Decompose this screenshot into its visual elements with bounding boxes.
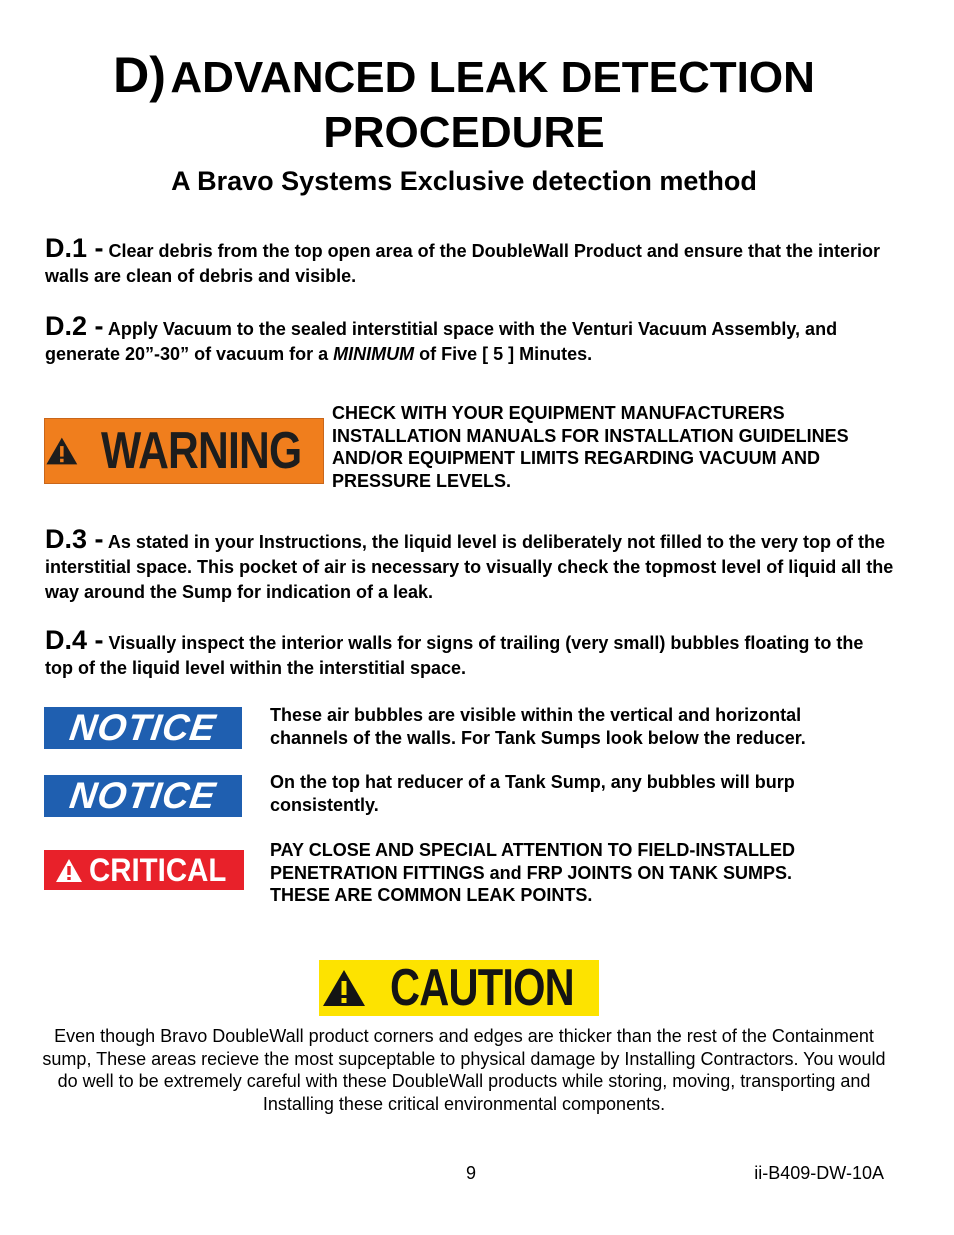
caution-label: CAUTION bbox=[390, 959, 574, 1017]
title-line1: ADVANCED LEAK DETECTION bbox=[170, 53, 815, 102]
step-number: D.2 - bbox=[45, 311, 104, 341]
critical-triangle-icon bbox=[55, 858, 83, 883]
step-number: D.1 - bbox=[45, 233, 104, 263]
step-number: D.3 - bbox=[45, 524, 104, 554]
critical-label: CRITICAL bbox=[89, 851, 227, 888]
page-subtitle: A Bravo Systems Exclusive detection method bbox=[171, 166, 757, 196]
caution-sign bbox=[319, 960, 599, 1016]
caution-triangle-icon bbox=[321, 968, 367, 1008]
notice-label: NOTICE bbox=[67, 775, 219, 816]
step-text: Clear debris from the top open area of the DoubleWall Product and ensure that the interior walls are clean of debris and visible. bbox=[45, 241, 880, 286]
step-d2 bbox=[45, 311, 890, 367]
critical-text: PAY CLOSE AND SPECIAL ATTENTION TO FIELD-INSTALLED PENETRATION FITTINGS and FRP JOINTS ON TANK SUMPS. THESE ARE COMMON LEAK POINTS. bbox=[270, 840, 796, 906]
step-text: As stated in your Instructions, the liquid level is deliberately not filled to the very top of the interstitial space. This pocket of air is necessary to visually check the topmost level of liquid all the way around the Sump for indication of a leak. bbox=[45, 532, 894, 602]
title-line2: PROCEDURE bbox=[323, 108, 605, 157]
step-text-end: of Five [ 5 ] Minutes. bbox=[414, 344, 593, 364]
step-d1 bbox=[45, 233, 890, 289]
notice-label: NOTICE bbox=[67, 707, 219, 748]
title-prefix: D) bbox=[113, 47, 166, 103]
step-d3 bbox=[45, 524, 895, 605]
document-code: ii-B409-DW-10A bbox=[754, 1163, 884, 1183]
step-number: D.4 - bbox=[45, 625, 104, 655]
notice-text: These air bubbles are visible within the vertical and horizontal channels of the walls. For Tank Sumps look below the reducer. bbox=[270, 705, 806, 748]
critical-sign bbox=[44, 850, 244, 890]
warning-sign bbox=[44, 418, 324, 484]
page-title-line2 bbox=[0, 104, 928, 172]
warning-triangle-icon bbox=[45, 430, 79, 472]
step-emphasis: MINIMUM bbox=[333, 344, 415, 364]
step-text: Visually inspect the interior walls for signs of trailing (very small) bubbles floating to the top of the liquid level within the interstitial space. bbox=[45, 633, 864, 678]
caution-text: Even though Bravo DoubleWall product corners and edges are thicker than the rest of the Containment sump, These areas recieve the most supceptable to physical damage by Installing Contractors. You would do well to be extremely careful with these DoubleWall products while storing, moving, transporting and Installing these critical environmental components. bbox=[42, 1026, 886, 1114]
step-d4 bbox=[45, 625, 895, 681]
warning-text: CHECK WITH YOUR EQUIPMENT MANUFACTURERS INSTALLATION MANUALS FOR INSTALLATION GUIDELINES AND/OR EQUIPMENT LIMITS REGARDING VACUUM AND PRESSURE LEVELS. bbox=[332, 403, 849, 491]
step-text: Apply Vacuum to the sealed interstitial space with the Venturi Vacuum Assembly, and generate 20”-30” of vacuum for a bbox=[45, 319, 838, 364]
page-number: 9 bbox=[465, 1163, 476, 1183]
notice-sign bbox=[44, 775, 242, 817]
warning-label: WARNING bbox=[100, 422, 302, 480]
notice-text: On the top hat reducer of a Tank Sump, any bubbles will burp consistently. bbox=[270, 772, 795, 815]
notice-sign bbox=[44, 707, 242, 749]
